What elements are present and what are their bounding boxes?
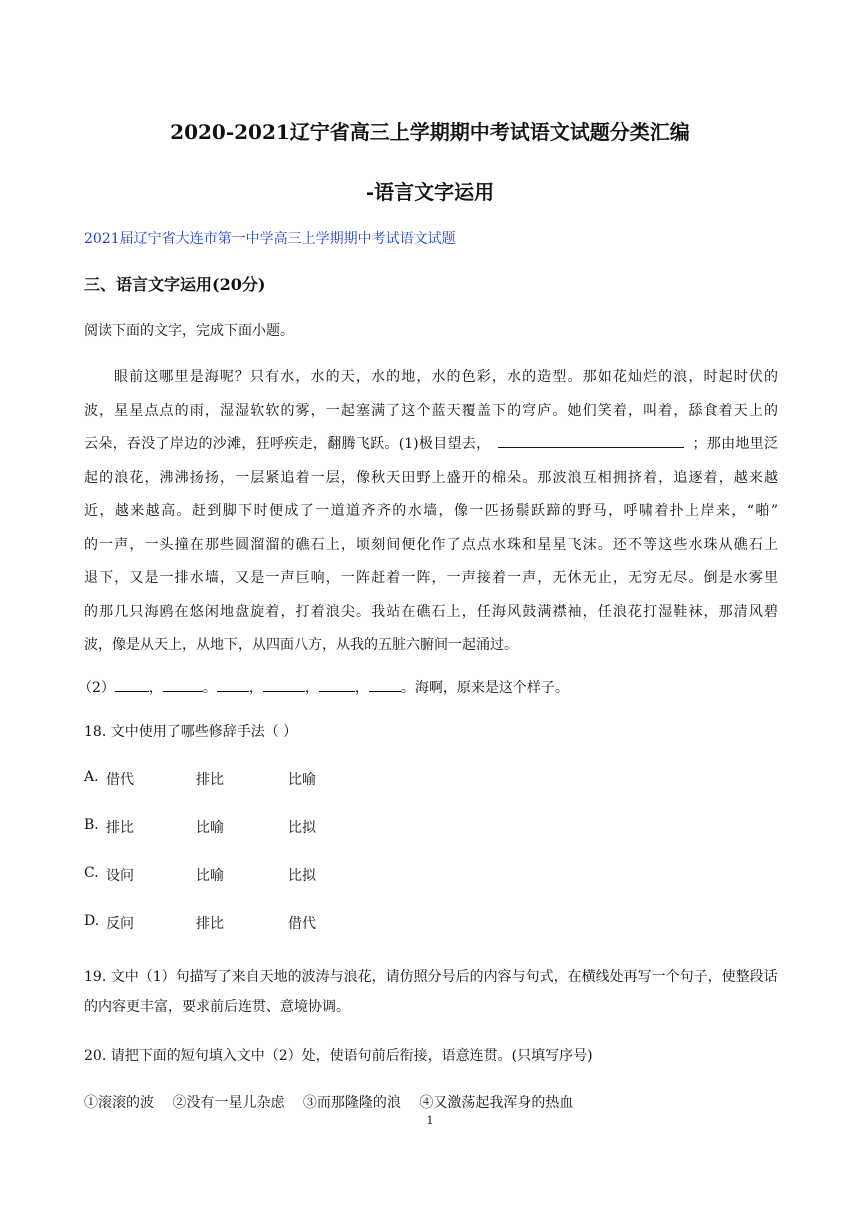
- option-item: 反问: [106, 916, 134, 932]
- page-number: 1: [426, 1114, 434, 1127]
- fill-sep: ，: [304, 680, 319, 696]
- question-18: 18. 文中使用了哪些修辞手法（ ）: [84, 724, 298, 740]
- question-19: 19. 文中（1）句描写了来自天地的波涛与浪花，请仿照分号后的内容与句式，在横线处再写一个句子，使整段话的内容更丰富，要求前后连贯、意境协调。: [84, 969, 778, 1015]
- passage-line: 近，越来越高。赶到脚下时便成了一道道齐齐的水墙，像一匹扬鬃跃蹄的野马，呼啸着扑上岸来，“啪”: [84, 503, 778, 519]
- option-item: 排比: [106, 820, 134, 836]
- option-a[interactable]: [84, 769, 484, 789]
- passage-line: 起的浪花，沸沸扬扬，一层紧追着一层，像秋天田野上盛开的棉朵。那波浪互相拥挤着，追逐着，越来越: [84, 469, 778, 486]
- document-title-line2: -语言文字运用: [365, 180, 495, 204]
- reading-passage: [84, 365, 778, 667]
- fill-sep: 。: [400, 680, 415, 696]
- option-item: 比喻: [196, 868, 224, 884]
- option-b[interactable]: [84, 817, 484, 837]
- source-link[interactable]: 2021届辽宁省大连市第一中学高三上学期期中考试语文试题: [84, 231, 456, 247]
- option-item: 比喻: [288, 772, 316, 788]
- fill-blank[interactable]: [319, 676, 355, 692]
- passage-line: 退下，又是一排水墙，又是一声巨响，一阵赶着一阵，一声接着一声，无休无止，无穷无尽。倒是水雾里: [84, 570, 778, 586]
- passage-line: 波，像是从天上，从地下，从四面八方，从我的五脏六腑间一起涌过。: [84, 637, 518, 653]
- fill-blank[interactable]: [115, 676, 149, 692]
- option-item: 比拟: [288, 868, 316, 884]
- fill-sep: 。: [202, 680, 217, 696]
- option-item: 排比: [196, 772, 224, 788]
- answer-blank-1[interactable]: [498, 432, 684, 448]
- passage-line: 波，星星点点的雨，湿湿软软的雾，一起塞满了这个蓝天覆盖下的穹庐。她们笑着，叫着，舔食着天上的: [84, 402, 778, 419]
- option-item: 比拟: [288, 820, 316, 836]
- instruction-text: 阅读下面的文字，完成下面小题。: [84, 323, 294, 339]
- fill-in-line: [78, 676, 569, 697]
- passage-line: [84, 432, 778, 466]
- fill-blank[interactable]: [263, 676, 305, 692]
- option-key: D.: [84, 913, 100, 929]
- fill-sep: ，: [148, 680, 163, 696]
- option-key: C.: [84, 865, 99, 881]
- option-c[interactable]: [84, 865, 484, 885]
- section-heading: 三、语言文字运用(20分): [84, 275, 266, 294]
- document-title-line1: 2020-2021辽宁省高三上学期期中考试语文试题分类汇编: [170, 120, 690, 144]
- question-20: 20. 请把下面的短句填入文中（2）处，使语句前后衔接，语意连贯。(只填写序号): [84, 1048, 593, 1064]
- choice-item: ①滚滚的波: [84, 1095, 154, 1111]
- fill-ending: 海啊，原来是这个样子。: [414, 680, 569, 696]
- fill-blank[interactable]: [163, 676, 203, 692]
- fill-sep: ，: [248, 680, 263, 696]
- passage-line-segment: 云朵，吞没了岸边的沙滩，狂呼疾走，翻腾飞跃。(1)极目望去，: [84, 436, 491, 452]
- fill-sep: ，: [354, 680, 369, 696]
- choice-item: ③而那隆隆的浪: [302, 1095, 401, 1111]
- option-key: A.: [84, 769, 99, 785]
- sentence-choices: [84, 1092, 587, 1112]
- passage-line: 眼前这哪里是海呢？只有水，水的天，水的地，水的色彩，水的造型。那如花灿烂的浪，时起时伏的: [114, 369, 778, 385]
- choice-item: ④又激荡起我浑身的热血: [419, 1095, 574, 1111]
- option-item: 比喻: [196, 820, 224, 836]
- option-item: 借代: [106, 772, 134, 788]
- fill-blank[interactable]: [369, 676, 401, 692]
- option-item: 排比: [196, 916, 224, 932]
- passage-line-segment: ；那由地里泛: [692, 436, 778, 452]
- option-item: 设问: [106, 868, 134, 884]
- passage-line: 的那几只海鸥在悠闲地盘旋着，打着浪尖。我站在礁石上，任海风鼓满襟袖，任浪花打湿鞋袜，那清风碧: [84, 603, 778, 620]
- option-d[interactable]: [84, 913, 484, 933]
- passage-line: 的一声，一头撞在那些圆溜溜的礁石上，顷刻间便化作了点点水珠和星星飞沫。还不等这些水珠从礁石上: [84, 536, 778, 553]
- fill-prefix: （2）: [78, 680, 115, 696]
- option-key: B.: [84, 817, 99, 833]
- choice-item: ②没有一星儿杂虑: [172, 1095, 285, 1111]
- option-item: 借代: [288, 916, 316, 932]
- fill-blank[interactable]: [217, 676, 249, 692]
